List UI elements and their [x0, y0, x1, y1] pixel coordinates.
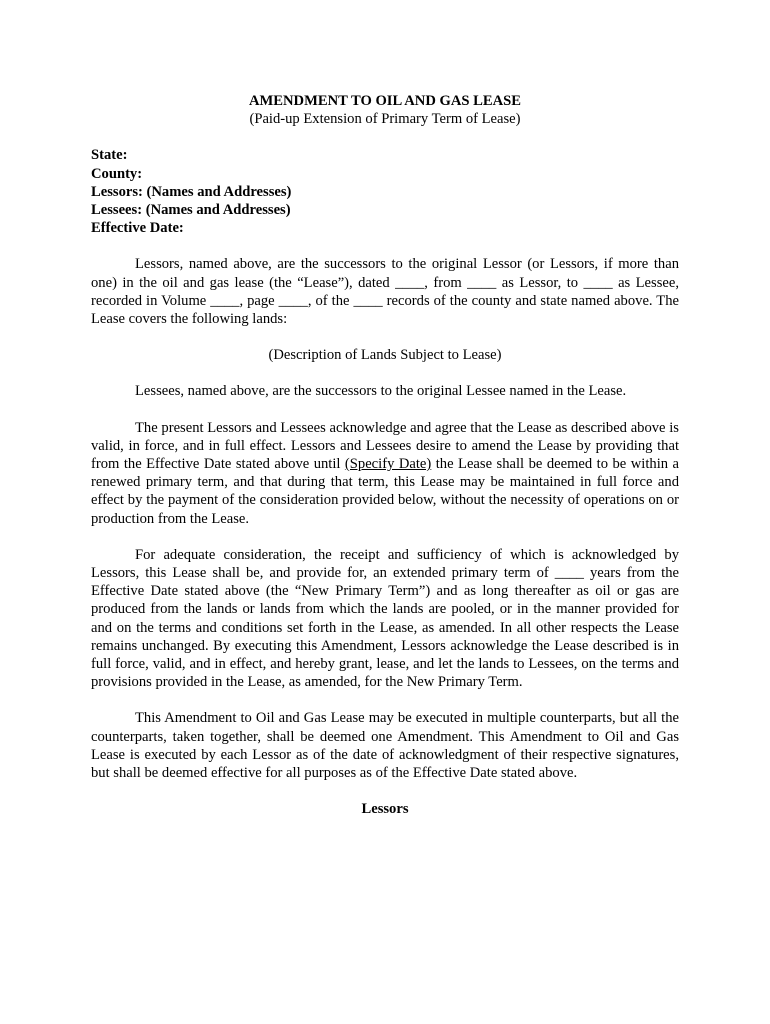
paragraph-counterparts: This Amendment to Oil and Gas Lease may be executed in multiple counterparts, but all the counterparts, taken together, shall be deemed one Amendment. This Amendment to Oil and Gas Lease is executed by each Lessor as of the date of acknowledgment of their respective signatures, but shall be deemed effective for all purposes as of the Effective Date stated above.	[91, 710, 679, 782]
lands-description-placeholder: (Description of Lands Subject to Lease)	[268, 347, 502, 364]
county-field: County:	[91, 165, 143, 182]
document-subtitle: (Paid-up Extension of Primary Term of Lease)	[249, 111, 521, 128]
lease-fields	[91, 146, 679, 237]
effective-date-field: Effective Date:	[91, 220, 184, 237]
paragraph-successors-lessors: Lessors, named above, are the successors to the original Lessor (or Lessors, if more than one) in the oil and gas lease (the “Lease”), dated ____, from ____ as Lessor, to ____ as Lessee, recorded in Volume ____, page ____, of the ____ records of the county and state named above. The Lease covers the following lands:	[91, 256, 679, 328]
paragraph-consideration: For adequate consideration, the receipt and sufficiency of which is acknowledged by Lessors, this Lease shall be, and provide for, an extended primary term of ____ years from the Effective Date stated above (the “New Primary Term”) and as long thereafter as oil or gas are produced from the lands or lands from which the lands are pooled, or in the manner provided for and on the terms and conditions set forth in the Lease, as amended. In all other respects the Lease remains unchanged. By executing this Amendment, Lessors acknowledge the Lease described is in full force, valid, and in effect, and hereby grant, lease, and let the lands to Lessees, on the terms and provisions provided in the Lease, as amended, for the New Primary Term.	[91, 546, 679, 691]
lessees-field: Lessees: (Names and Addresses)	[91, 202, 291, 219]
lessors-field: Lessors: (Names and Addresses)	[91, 183, 292, 200]
paragraph-acknowledgment	[91, 419, 679, 528]
specify-date-placeholder: (Specify Date)	[344, 456, 432, 473]
document-page	[91, 92, 679, 819]
paragraph-acknowledgment-text-a: The present Lessors and Lessees acknowledge and agree that the Lease as described above is valid, in force, and in full effect. Lessors and Lessees desire to amend the Lease by providing that from the Effective Date stated above until	[91, 419, 679, 473]
signature-heading-lessors: Lessors	[361, 801, 409, 818]
paragraph-successors-lessees: Lessees, named above, are the successors to the original Lessee named in the Lease.	[135, 383, 627, 400]
state-field: State:	[91, 147, 128, 164]
document-title: AMENDMENT TO OIL AND GAS LEASE	[248, 93, 522, 109]
paragraph-acknowledgment-text-b: the Lease shall be deemed to be within a renewed primary term, and that during that term, this Lease may be maintained in full force and effect by the payment of the consideration provided below, without the necessity of operations on or production from the Lease.	[91, 456, 679, 527]
